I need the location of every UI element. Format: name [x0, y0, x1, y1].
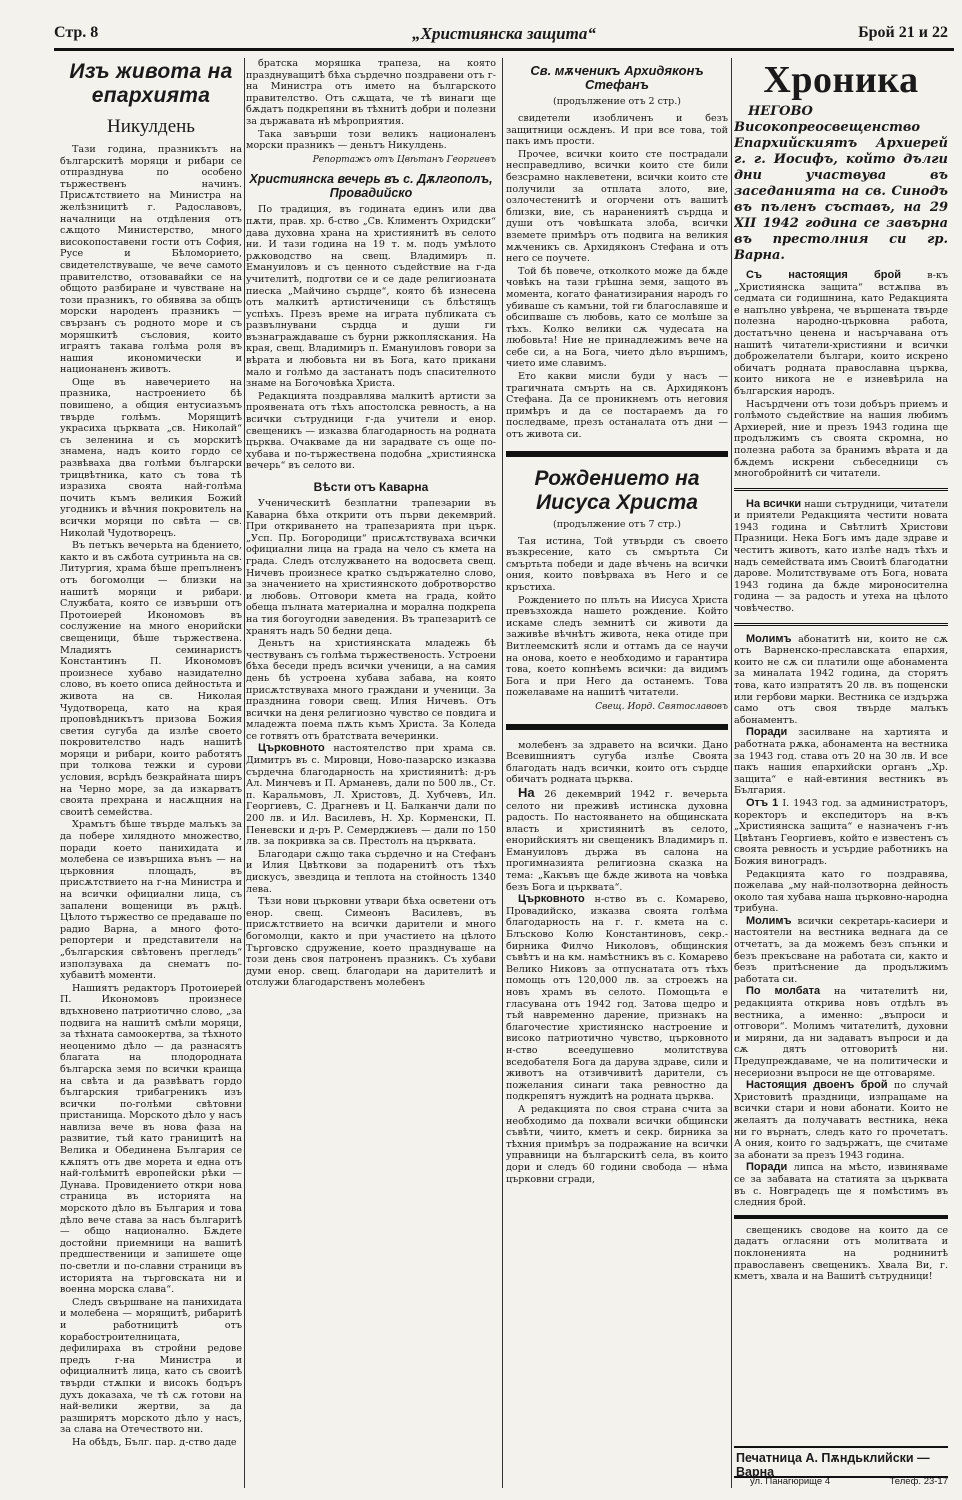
article-heading: Св. мѫченикъ Архидяконъ Стефанъ — [530, 63, 704, 92]
lead-word: Отъ 1 — [746, 796, 779, 809]
paragraph-text: по случай Христовитѣ праздници, изпращаме на всички стари и нови абонати. Които не желаятъ да получаватъ вестника, нека ни го върнатъ, следъ като го прочетатъ. А ония, които го задържатъ, ще считаме за абонати за презъ 1943 година. — [734, 1080, 948, 1161]
paragraph — [734, 270, 948, 398]
paragraph: Нашиятъ редакторъ Протоиерей П. Икономовъ произнесе вдъхновено патриотично слово, „за подвига на нашитѣ смѣли моряци, за тѣхната самоокертва, за тѣхното неоценимо дѣло — да разнасятъ благата на плодородната българска земя по всички краища на свѣта и да развѣватъ гордо българския трибагреникъ изъ всички по-голѣми свѣтовни пристанища. Морското дѣло у насъ навлиза вече въ нова фаза на развитие, тъй като границитѣ на Велика и Обединена България се кѫпятъ отъ две морета и една отъ най-голѣмитѣ европейски рѣки — Дунава. Провидението откри нова страница въ историята на морското дѣло въ България и това дѣло вече става за насъ българитѣ — общо национално. Бѫдете достойни приемници на вашитѣ предшественици и запишете още по-светли и по-славни страници въ историята на търговската ни и военна морска слава“. — [60, 982, 242, 1296]
paragraph-text: липса на мѣсто, извиняваме се за забавата на статията за църквата въ с. Новградецъ ще я помѣстимъ въ следния брой. — [734, 1162, 948, 1209]
section-divider — [734, 1215, 948, 1219]
paragraph: По традиция, въ годината единъ или два пѫти, прав. хр. б-ство „Св. Климентъ Охридски“ дава духовна храна на християнитѣ въ селото ни. И тази година на 19 т. м. подъ умѣлото рѫководство на свещ. Владимиръ п. Емануиловъ и съ ценното съдействие на г-да учителитѣ, подготви се и се даде религиозната пиеска „Майчино сърдце“, която бѣ изнесена отъ малкитѣ артистиченици съ блѣстящъ успѣхъ. Презъ време на играта публиката съ развълнувани сърдца и души ги възнаграждаваше съ бурни ржкопляскания. На края, свещ. Владимиръ п. Емануиловъ говори за вѣрата и любовьта ни въ Бога, като прикани мало и голѣмо да застанатъ подъ спасителното знаме на Богочовѣка Христа. — [246, 204, 496, 390]
column-2 — [246, 58, 496, 1494]
paragraph: Така завърши този великъ националенъ морски празникъ — деньтъ Никулдень. — [246, 128, 496, 152]
paragraph: Ученическитѣ безплатни трапезарии въ Каварна бѣха открити отъ първи декемврий. При откриването на трапезарията при църк. „Усп. Пр. Богородици“ присѫтствуваха всички официални лица на града на чело съ кмета на града. Следъ отслужването на водосвета свещ. Ничевъ произнесе кратко съдържателно слово, за значението на християнското добротворство и любовь. Отговори кмета на града, който обеща пълната материална и морална подкрепа на тия богоугодни заведения. Въ трапезаритѣ се хранятъ надъ 50 бедни деца. — [246, 498, 496, 637]
column-rule — [731, 58, 732, 1488]
paragraph — [246, 743, 496, 847]
newspaper-title: „Християнска защита“ — [412, 24, 596, 43]
article-credit: Свещ. Иорд. Святославовъ — [595, 701, 728, 712]
paragraph-text: засилване на хартията и работната рѫка, абонамента на вестника за 1943 год. става отъ 20 на 30 лв. И все пакъ нашия епархийски органъ „Хр. защита“ е най-евтиния вестникъ въ България. — [734, 727, 948, 797]
article-heading: Никулдень — [107, 116, 195, 137]
paragraph-text: I. 1943 год. за администраторъ, коректоръ и експедиторъ на в-къ „Християнска защита“ е назначенъ г-нъ Цвѣтанъ Георгиевъ, който е известенъ съ своята ревность и усърдие работникъ на Божия виноградъ. — [734, 797, 948, 867]
paragraph: Благодари сѫщо така сърдечно и на Стефанъ и Илия Цвѣткови за подаренитѣ отъ тѣхъ дискусъ, звездица и теплота на стойность 1340 лева. — [246, 848, 496, 895]
paragraph — [734, 1080, 948, 1161]
paragraph: братска моряшка трапеза, на която празднуващитѣ бѣха сърдечно поздравени отъ г-на Министра отъ името на българското правителство. Отъ сѫщата, че тѣ винаги ще бѫдатъ подкрепяни въ тѣхнитѣ добри и полезни за държавата нѣ мѣроприятия. — [246, 58, 496, 127]
page-number: Стр. 8 — [54, 24, 99, 41]
paragraph: Редакцията като го поздравява, пожелава „му най-ползотворна дейность около тая хубава наша църковно-народна трибуна. — [734, 868, 948, 915]
printer-imprint — [734, 1446, 948, 1478]
paragraph: Следъ свършване на панихидата и молебена — морящитѣ, рибаритѣ и работницитѣ отъ корабостроителницата, дефилираха въ стройни редове предъ г-на Министра и официалнитѣ лица, като съ своитѣ твърди стѫпки и високъ бодъръ духъ доказаха, че тѣ сѫ готови на най-велики жертви, за да разширятъ морското дѣло у насъ, за слава на Отечеството ни. — [60, 1296, 242, 1436]
continuation-note: (продължение отъ 2 стр.) — [553, 96, 681, 107]
lead-word: Настоящия двоенъ брой — [746, 1079, 888, 1092]
paragraph-text: 26 декемврий 1942 г. вечерьта селото ни преживѣ истинска духовна радость. По настояването на общинската власть и християнитѣ въ селото, енорийскиятъ ни свещеникъ Владимиръ п. Емануиловъ държа въ салона на прогимназията религиозна сказка на тема: „Какъвъ ще бѫде живота на човѣка безъ Бога и църквата“. — [506, 788, 728, 893]
lead-word: Поради — [746, 726, 788, 739]
paragraph-text: всички секретарь-касиери и настоятели на вестника веднага да се отчетатъ, за да можемъ безъ спънки и безъ прекъсване на работата си, както и безъ притѣснение да продължимъ работата си. — [734, 915, 948, 985]
paragraph: Още въ навечерието на празника, настроението бѣ повишено, а общия ентусиазъмъ твърде голѣмъ. Морящитѣ украсиха църквата „св. Николай“ съ зеленина и съ морскитѣ знамена, надъ които гордо се развѣваха два голѣми български трицвѣтника, като съ това тѣ изразиха своята най-голѣма почить къмъ великия Божий угодникъ и вѣчния покровитель на всички моряци по свѣта — св. Николай Чудотворецъ. — [60, 376, 242, 539]
paragraph-text: н-ство въ с. Комарево, Провадийско, изказва своята голѣма благодарность на г. г. кмета на с. Блъсково Колю Константиновъ, секр.-бирника Филчо Николовъ, общинския съвѣтъ и на км. намѣстникъ въ с. Комарево Велико Никовъ за отпуснатата отъ тѣхъ помощь отъ 120,000 лв. за строежъ на новъ храмъ въ селото. Помощьта е гласувана отъ 1942 год. Затова щедро и тъй навременно дарение, признакъ на благочестие християнско настроение и високо патриотично чувство, църковното н-ство всеедушевно молитствува вседобателя Бога да дарува здраве, сили и животъ на отзивчивитѣ дарители, съ пожелания синаги така ревностно да подкрепятъ нуждитѣ на родната църква. — [506, 894, 728, 1103]
paragraph: Деньтъ на християнската младежь бѣ чествуванъ съ голѣма тържественость. Устроени бѣха беседи предъ всички ученици, а на самия день бѣ устроена хубава забава, на която присѫтствуваха много граждани и ученици. За празднина говори свещ. Илия Ничевъ. Отъ всички на деня религиозно чувство се повдига и младежта поема пѫть къмъ Христа. За Коледа се готвятъ отъ братствата вечеринки. — [246, 638, 496, 742]
paragraph: Ето какви мисли буди у насъ — трагичната смърть на св. Архидяконъ Стефана. Да се проникнемъ отъ неговия примѣръ и да се постараемъ да го последваме, презъ останалата отъ дни — отъ живота си. — [506, 371, 728, 441]
paragraph: Редакцията поздравлява малкитѣ артисти за проявената отъ тѣхъ апостолска ревность, а на всички сътрудници г-да учители и енор. свещеникъ — изказва благодарность на родната църква. Очакваме да ни зарадвате съ още по-хубава и по-тържествена подобна „християнска вечерь“ въ селото ви. — [246, 390, 496, 472]
paragraph — [506, 894, 728, 1103]
continuation-note: (продължение отъ 7 стр.) — [553, 518, 681, 530]
lead-word: Молимъ — [746, 914, 792, 927]
paragraph: Той бѣ повече, отколкото може да бѫде човѣкъ на тази грѣшна земя, защото въ момента, когато фанатизирания народъ го убиваше съ камъни, той ги благославяше и обсипваше съ любовь, като се молѣше за тѣхъ. Колко велики сѫ чудесата на любовьта! Ние не принадлежимъ вече на себе си, а на Бога, чието дѣло вършимъ, чието име славимъ. — [506, 265, 728, 370]
lead-word: Църковното — [258, 742, 325, 755]
article-heading: Християнска вечерь въ с. Дѫлгополъ, Провадийско — [249, 172, 493, 201]
paragraph: свещеникъ сводове на които да се дадатъ огласяни отъ молитвата и поклоненията на роднинитѣ православенъ свещеникъ. Хвала Ви, г. кметъ, хвала и на Вашитѣ сътрудници! — [734, 1224, 948, 1283]
paragraph: Насърдчени отъ този добъръ приемъ и голѣмото съдействие на нашия любимъ Архиерей, ние и презъ 1943 година ще продължимъ съ своята скромна, но полезна работа за бранимъ вѣрата и да бѫдемъ искрени събеседници съ многобройнитѣ си читатели. — [734, 398, 948, 480]
paragraph-text: абонатитѣ ни, които не сѫ отъ Варненско-преславската епархия, които не сѫ си платили още абонамента за миналата 1942 година, да сторятъ това, като изпратятъ 20 лв. въ пощенски или гербови марки. Вестника се издържа само отъ своя твърде малъкъ абонаментъ. — [734, 633, 948, 726]
column-4 — [734, 58, 948, 1442]
paragraph-text: в-къ „Християнска защита“ встѫпва въ седмата си годишнина, като Редакцията е напълно увѣрена, че вършената твърде полезна народно-църковна работа, достатъчно ценена и насърчавана отъ нашитѣ читатели-християни и всички доброжелатели българи, които искрено обичатъ родната православна църква, които никога не е изневѣрила на българския народъ. — [734, 270, 948, 397]
paragraph: Тая истина, Той утвърди съ своето възкресение, като съ смъртьта Си смъртьта победи и даде вѣчень на всички ония, които повѣрваха въ Него и се кръстиха. — [506, 535, 728, 593]
paragraph: На обѣдъ, Бълг. пар. д-ство даде — [72, 1436, 237, 1448]
paragraph: молебенъ за здравето на всички. Дано Всевишниятъ сугуба излѣе Своята благодать надъ всички, които отъ сърдце обичатъ родната църква. — [506, 739, 728, 786]
paragraph-text: настоятелство при храма св. Димитръ въ с. Мировци, Ново-пазарско изказва сърдечна благодарность на християнитѣ: д-ръ Ал. Минчевъ и П. Арманевъ, дали по 500 лв., Ст. п. Каральмовъ, Л. Христовъ, Д. Хубчевъ, Ил. Георгиевъ, С. Драгневъ и Ц. Балканчи дали по 200 лв. и Ил. Василевъ, Н. Хр. Корменски, П. Пеневски и д-ръ Р. Семерджиевъ — дали по 150 лв. за покривка за св. Престолъ на църквата. — [246, 743, 496, 848]
paragraph: А редакцията по своя страна счита за необходимо да похвали всички общински съвѣти, чиито, кметъ и секр. бирника за тѣхния примѣръ за подражание на всички управници на българскитѣ села, въ които дори и следъ 60 години свобода — нѣма църковни сгради, — [506, 1103, 728, 1185]
paragraph: свидетели изобличенъ и безъ защитници осѫденъ. И при все това, той пакъ имъ прости. — [506, 113, 728, 148]
lead-word: Молимъ — [746, 632, 792, 645]
lead-word: На — [518, 784, 535, 800]
section-divider — [506, 724, 728, 730]
printer-phone: Телеф. 23-17 — [889, 1476, 948, 1487]
printer-address: ул. Панагюрище 4 — [750, 1476, 831, 1487]
lead-word: Поради — [746, 1161, 788, 1174]
paragraph — [734, 634, 948, 727]
paragraph — [734, 727, 948, 797]
lead-word: По молбата — [746, 985, 821, 998]
paragraph — [734, 986, 948, 1079]
paragraph: Тази година, празникътъ на българскитѣ моряци и рибари се отпразднува по особено тържественъ начинъ. Присѫтствието на Министра на желѣзницитѣ г. Радославовъ, началници на отдѣления отъ сѫщото Министерство, много високопоставени гости отъ София, Русе и Бѣломорието, свидетелствуваше, че вече самото правителство, отзовавайки се на общото разбиране и чувстване на този празникъ, го обявява за общъ морски народенъ празникъ — свързанъ съ родното море и съ моряшкитѣ съсловия, които играятъ такава голѣма роля въ нашия икономически и национаненъ животъ. — [60, 144, 242, 376]
article-heading: Рождението на Иисуса Христа — [534, 466, 700, 514]
section-divider — [506, 451, 728, 457]
column-3 — [506, 58, 728, 1494]
paragraph: Тѣзи нови църковни утвари бѣха осветени отъ енор. свещ. Симеонъ Василевъ, въ присѫтствието на всички дарители и много богомолци, както и при участието на цѣлото Търговско сдружение, което празднуваше на този день своя патроненъ празникъ. Съ хубави думи енор. свещ. благодари на дарителитѣ и отслужи благодарственъ молебенъ — [246, 896, 496, 989]
section-heading: Хроника — [763, 59, 919, 101]
paragraph: Прочее, всички които сте пострадали несправедливо, всички които сте били безсрамно наклеветени, всички които сте получили за отплата злото, вие, озлочестенитѣ и огорчени отъ вашитѣ близки, вие, съ наранениятѣ сърдца и души отъ човѣшката злоба, всички вземете примѣръ отъ подвига на великия мѫченикъ св. Архидяконъ Стефана и отъ него се поучете. — [506, 148, 728, 265]
lead-word: На всички — [746, 497, 802, 510]
column-rule — [244, 58, 245, 1488]
paragraph: Храмътъ бѣше твърде малъкъ за да побере хилядното множество, поради което панихидата и молебена се извършиха вънъ — на църковния площадъ, въ присѫтствието на г-на Министра и на всички официални лица, съ запалени вощеници въ рѫцѣ. Цѣлото тържество се предаваше по радио Варна, а много фото-репортери и представители на „българския свѣтовенъ прегледъ“ използуваха да снематъ по-хубавитѣ моменти. — [60, 819, 242, 982]
printer-name: Печатница А. Пѫндьклийски — Варна — [736, 1451, 930, 1479]
item-divider — [734, 623, 948, 626]
paragraph — [734, 1162, 948, 1208]
issue-number: Брой 21 и 22 — [858, 24, 948, 41]
paragraph — [734, 798, 948, 868]
paragraph-text: наши сътрудници, читатели и приятели Редакцията честити новата 1943 година и Свѣтлитѣ Христови Празници. Нека Богъ имъ даде здраве и честитъ животъ, като излѣе надъ тѣхъ и надъ семействата имъ Своитѣ благодатни дарове. Молитствуваме отъ Бога, новата 1943 година да бѫде мироносителна година — за радость и утеха на цѣлото човѣчество. — [734, 498, 948, 615]
intro-paragraph: НЕГОВО Високопреосвещенство Епархийскиятъ Архиерей г. г. Иосифъ, който дълги дни участвува въ заседанията на св. Синодъ въ пъленъ съставъ, на 29 XII 1942 година се завърна въ престолния си гр. Варна. — [734, 104, 948, 263]
article-credit: Репортажъ отъ Цвѣтанъ Георгиевъ — [312, 154, 496, 165]
lead-word: Църковното — [518, 893, 585, 906]
paragraph — [734, 916, 948, 986]
lead-word: Съ настоящия брой — [746, 269, 902, 281]
printer-address-line — [750, 1476, 948, 1487]
paragraph: Рождението по плъть на Иисуса Христа превъзхожда нашето рождение. Който искаме следъ земнитѣ си животи да заживѣе вѣчнѣтъ живота, нека отиде при Витлеемскитѣ ясли и оттамъ да се научи на онова, което е необходимо и гарантира това, което копнѣемъ всички: да видимъ Бога и при Него да останемъ. Това пожелаваме на нашитѣ читатели. — [506, 594, 728, 699]
masthead — [54, 22, 954, 51]
item-divider — [734, 488, 948, 491]
paragraph — [734, 499, 948, 615]
paragraph-text: на читателитѣ ни, редакцията открива новъ отдѣлъ въ вестника, а именно: „въпроси и отговори“. Молимъ читателитѣ, духовни и миряни, да ни задаватъ въпроси и да сѫ дятъ отговоритѣ ни. Предупреждаваме, че на политически и несериозни въпроси не ще отговаряме. — [734, 986, 948, 1079]
section-heading: Изъ живота на епархията — [69, 60, 233, 107]
paragraph — [506, 784, 728, 893]
paragraph: Въ петъкъ вечерьта на бдението, както и въ сѫбота сутриньта на св. Литургия, храма бѣше препълненъ отъ богомолци — близки на нашитѣ моряци и рибари. Службата, която се извърши отъ Протоиерей Икономовъ въ сослужение на много енорийски свещеници, бѣше тържествена. Младиятъ семинаристъ Константинъ П. Икономовъ произнесе хубаво назидателно слово, въ което описа дейностьта и живота на св. Николая Чудотвореца, като на края проповѣдникътъ призова Божия светия сугуба да излѣе своето покровителство надъ нашитѣ моряци и рибари, които работятъ при толкова тежки и сурови условия, всрѣдъ безкрайната ширъ на Черно море, за да изкарватъ своята прехрана и насѫщния на своитѣ семейства. — [60, 540, 242, 818]
column-rule — [502, 58, 503, 1488]
article-heading: Вѣсти отъ Каварна — [313, 480, 429, 494]
column-1 — [60, 58, 242, 1494]
